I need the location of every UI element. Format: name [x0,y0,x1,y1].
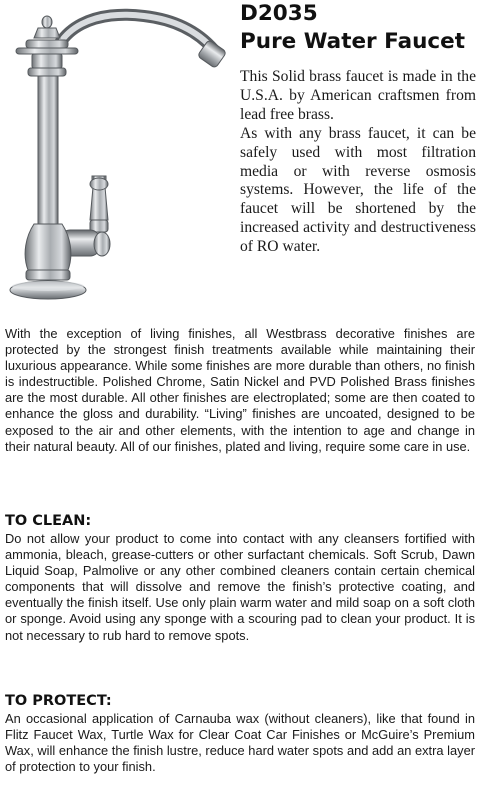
protect-paragraph: An occasional application of Carnauba wax (without cleaners), like that found in Flitz Faucet Wax, Turtle Wax for Clear Coat Car Finishes or McGuire’s Premium Wax, will enhance the finish lustre, reduce hard water spots and add an extra layer of protection to your finish. [5,711,475,775]
model-number: D2035 [240,1,318,26]
faucet-image [4,4,230,304]
intro-paragraph-1: This Solid brass faucet is made in the U.S.A. by American craftsmen from lead free brass. [240,68,476,123]
intro-paragraph-2: As with any brass faucet, it can be safely used with most filtration media or with reverse osmosis systems. However, the life of the faucet will be shortened by the increased activity and destructiveness of RO water. [240,124,476,256]
product-name: Pure Water Faucet [240,29,465,54]
clean-paragraph: Do not allow your product to come into contact with any cleansers fortified with ammonia, bleach, grease-cutters or other surfactant chemicals. Soft Scrub, Dawn Liquid Soap, Palmolive or any other combined cleaners contain certain chemical components that will dissolve and remove the finish’s protective coating, and eventually the finish itself. Use only plain warm water and mild soap on a soft cloth or sponge. Avoid using any sponge with a scouring pad to clean your product. It is not necessary to rub hard to remove spots. [5,531,475,643]
finishes-paragraph: With the exception of living finishes, all Westbrass decorative finishes are protected by the strongest finish treatments available while maintaining their luxurious appearance. While some finishes are more durable than others, no finish is indestructible. Polished Chrome, Satin Nickel and PVD Polished Brass finishes are the most durable. All other finishes are electroplated; some are then coated to enhance the gloss and durability. “Living” finishes are uncoated, designed to be exposed to the air and other elements, with the intention to age and change in their natural beauty. All of our finishes, plated and living, require some care in use. [5,326,475,454]
product-heading [240,0,476,56]
intro-text [240,68,476,257]
clean-heading: TO CLEAN: [5,513,92,529]
protect-heading: TO PROTECT: [5,693,112,709]
